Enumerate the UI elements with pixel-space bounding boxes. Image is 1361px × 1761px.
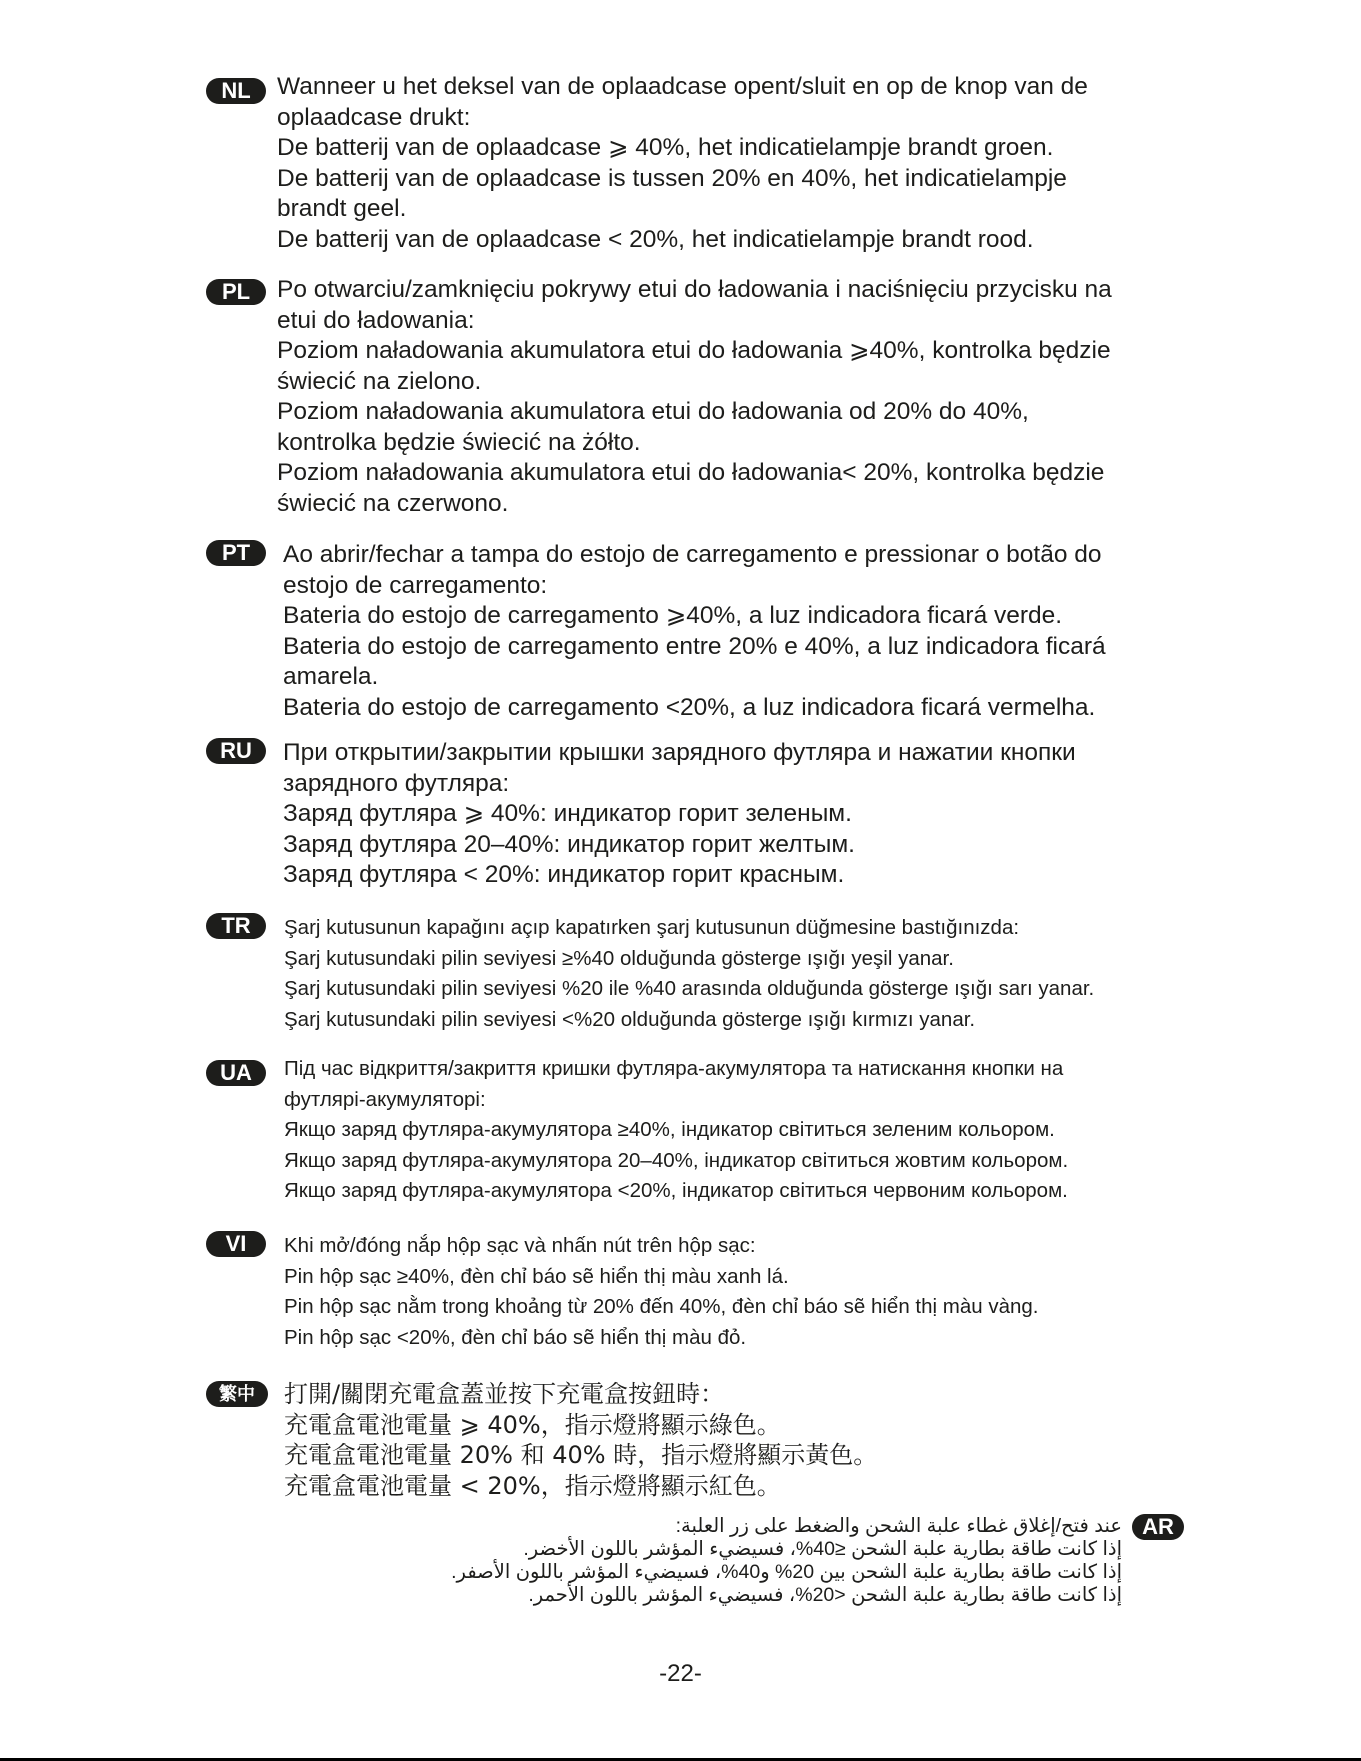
text-line: Заряд футляра 20–40%: индикатор горит желтым. bbox=[283, 830, 855, 858]
text-line: De batterij van de oplaadcase < 20%, het indicatielampje brandt rood. bbox=[277, 225, 1034, 253]
text-line: При открытии/закрытии крышки зарядного футляра и нажатии кнопки bbox=[283, 739, 1076, 766]
text-line: De batterij van de oplaadcase is tussen 20% en 40%, het indicatielampje bbox=[277, 164, 1067, 192]
text-line: Pin hộp sạc <20%, đèn chỉ báo sẽ hiển thị màu đỏ. bbox=[284, 1325, 747, 1349]
text-line: estojo de carregamento: bbox=[283, 571, 548, 599]
section-ar bbox=[300, 1512, 1184, 1612]
text-line: kontrolka będzie świecić na żółto. bbox=[277, 428, 641, 456]
text-line: świecić na czerwono. bbox=[277, 489, 509, 517]
text-line: Якщо заряд футляра-акумулятора 20–40%, індикатор світиться жовтим кольором. bbox=[284, 1148, 1069, 1172]
text-line: Pin hộp sạc ≥40%, đèn chỉ báo sẽ hiển thị màu xanh lá. bbox=[284, 1264, 789, 1288]
text-line: Khi mở/đóng nắp hộp sạc và nhấn nút trên hộp sạc: bbox=[284, 1234, 756, 1257]
text-line: Якщо заряд футляра-акумулятора ≥40%, індикатор світиться зеленим кольором. bbox=[284, 1118, 1055, 1141]
language-badge-ua: UA bbox=[206, 1060, 266, 1086]
text-line: oplaadcase drukt: bbox=[277, 103, 471, 131]
language-badge-pt: PT bbox=[206, 540, 266, 566]
text-line: De batterij van de oplaadcase ⩾ 40%, het indicatielampje brandt groen. bbox=[277, 134, 1054, 161]
text-line: 充電盒電池電量 ⩾ 40%，指示燈將顯示綠色。 bbox=[284, 1410, 781, 1439]
text-line: عند فتح/إغلاق غطاء علبة الشحن والضغط على زر العلبة: bbox=[675, 1515, 1122, 1537]
language-badge-zh: 繁中 bbox=[206, 1381, 268, 1407]
text-line: Wanneer u het deksel van de oplaadcase opent/sluit en op de knop van de bbox=[277, 73, 1088, 100]
text-line: świecić na zielono. bbox=[277, 367, 482, 395]
text-line: Şarj kutusundaki pilin seviyesi ≥%40 olduğunda gösterge ışığı yeşil yanar. bbox=[284, 946, 954, 970]
page-number: -22- bbox=[659, 1660, 702, 1687]
section-text-pl bbox=[277, 275, 1112, 519]
text-line: Poziom naładowania akumulatora etui do ładowania ⩾40%, kontrolka będzie bbox=[277, 337, 1111, 364]
text-line: Якщо заряд футляра-акумулятора <20%, індикатор світиться червоним кольором. bbox=[284, 1179, 1068, 1202]
text-line: футлярі-акумуляторі: bbox=[284, 1087, 486, 1111]
text-line: Poziom naładowania akumulatora etui do ładowania< 20%, kontrolka będzie bbox=[277, 459, 1105, 486]
text-line: إذا كانت طاقة بطارية علبة الشحن ≤40%، فسيضيء المؤشر باللون الأخضر. bbox=[523, 1538, 1122, 1560]
text-line: Po otwarciu/zamknięciu pokrywy etui do ładowania i naciśnięciu przycisku na bbox=[277, 276, 1112, 303]
text-line: Заряд футляра < 20%: индикатор горит красным. bbox=[283, 861, 845, 888]
text-line: amarela. bbox=[283, 663, 379, 690]
text-line: Заряд футляра ⩾ 40%: индикатор горит зеленым. bbox=[283, 800, 852, 827]
text-line: 充電盒電池電量 < 20%，指示燈將顯示紅色。 bbox=[284, 1471, 781, 1500]
section-text-vi bbox=[284, 1231, 1039, 1353]
text-line: Pin hộp sạc nằm trong khoảng từ 20% đến 40%, đèn chỉ báo sẽ hiển thị màu vàng. bbox=[284, 1295, 1039, 1318]
section-text-zh bbox=[284, 1379, 877, 1501]
text-line: 打開/關閉充電盒蓋並按下充電盒按鈕時： bbox=[284, 1380, 725, 1408]
section-text-nl bbox=[277, 72, 1088, 255]
text-line: зарядного футляра: bbox=[283, 769, 510, 797]
text-line: Під час відкриття/закриття кришки футляра-акумулятора та натискання кнопки на bbox=[284, 1057, 1064, 1080]
section-text-tr bbox=[284, 913, 1094, 1035]
text-line: Şarj kutusunun kapağını açıp kapatırken şarj kutusunun düğmesine bastığınızda: bbox=[284, 916, 1020, 939]
section-text-pt bbox=[283, 540, 1106, 723]
language-badge-vi: VI bbox=[206, 1231, 266, 1257]
section-text-ua bbox=[284, 1054, 1068, 1207]
text-line: إذا كانت طاقة بطارية علبة الشحن <20%، فسيضيء المؤشر باللون الأحمر. bbox=[528, 1584, 1122, 1606]
section-text-ar bbox=[451, 1515, 1122, 1607]
text-line: Bateria do estojo de carregamento ⩾40%, a luz indicadora ficará verde. bbox=[283, 602, 1063, 629]
language-badge-ru: RU bbox=[206, 738, 266, 764]
language-badge-ar: AR bbox=[1132, 1514, 1184, 1540]
text-line: Bateria do estojo de carregamento <20%, a luz indicadora ficará vermelha. bbox=[283, 693, 1096, 721]
language-badge-nl: NL bbox=[206, 78, 266, 104]
text-line: Bateria do estojo de carregamento entre 20% e 40%, a luz indicadora ficará bbox=[283, 632, 1106, 660]
section-text-ru bbox=[283, 738, 1076, 891]
text-line: brandt geel. bbox=[277, 195, 407, 222]
text-line: Şarj kutusundaki pilin seviyesi <%20 olduğunda gösterge ışığı kırmızı yanar. bbox=[284, 1007, 976, 1031]
text-line: Şarj kutusundaki pilin seviyesi %20 ile %40 arasında olduğunda gösterge ışığı sarı yanar. bbox=[284, 977, 1095, 1000]
text-line: etui do ładowania: bbox=[277, 306, 475, 334]
text-line: Ao abrir/fechar a tampa do estojo de carregamento e pressionar o botão do bbox=[283, 541, 1102, 568]
text-line: إذا كانت طاقة بطارية علبة الشحن بين 20% و40%، فسيضيء المؤشر باللون الأصفر. bbox=[451, 1561, 1122, 1583]
text-line: Poziom naładowania akumulatora etui do ładowania od 20% do 40%, bbox=[277, 398, 1029, 425]
language-badge-tr: TR bbox=[206, 913, 266, 939]
text-line: 充電盒電池電量 20% 和 40% 時，指示燈將顯示黃色。 bbox=[284, 1441, 878, 1469]
language-badge-pl: PL bbox=[206, 279, 266, 305]
